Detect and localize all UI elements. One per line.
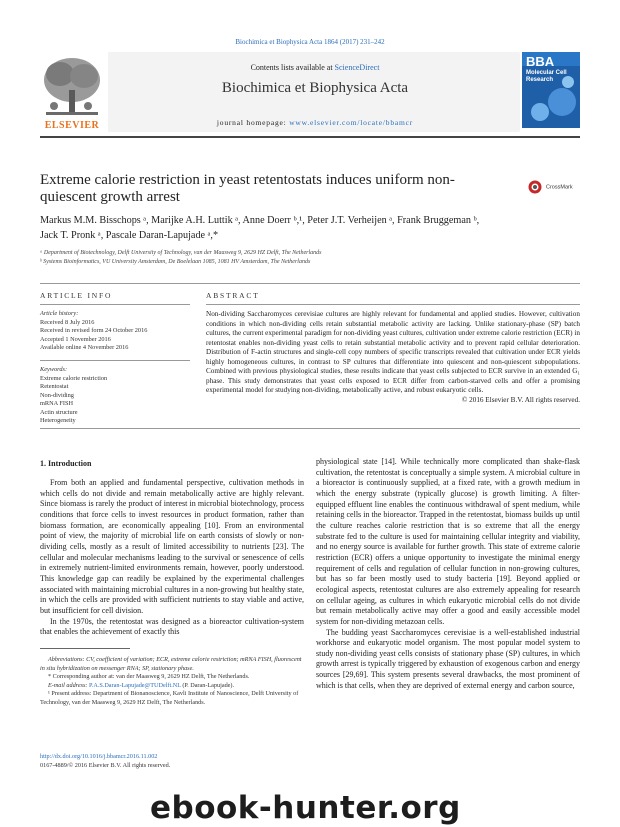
affiliation-a: ᵃ Department of Biotechnology, Delft University of Technology, van der Maasweg 9, 2629 HZ Delft, The Netherlands [40,250,322,256]
footnote-rule [40,648,130,649]
elsevier-logo [36,52,108,134]
abstract-text: Non-dividing Saccharomyces cerevisiae cultures are highly relevant for fundamental and applied studies. However, cultivation conditions in which non-dividing cells retain substantial metabolic activity are lacking. Unlike stationary-phase (SP) batch cultures, the current experimental paradigm for non-dividing yeast cultures, cultivation under extreme calorie restriction (ECR) in retentostat enables non-dividing yeast cells to retain substantial metabolic activity and to prevent rapid cellular deterioration. Distribution of F-actin structures and single-cell copy numbers of specific transcripts revealed that cultivation under ECR yields highly homogeneous cultures, in contrast to SP cultures that differentiate into quiescent and non-quiescent subpopulations. Combined with previous physiological studies, these results indicate that yeast cells subjected to ECR survive in an extended G₁ phase. This study demonstrates that yeast cells exposed to ECR differ from carbon-starved cells and offer a promising experimental model for studying non-dividing, metabolically active, and robust eukaryotic cells. [206,310,580,394]
keyword-item: Actin structure [40,408,78,416]
contents-prefix: Contents lists available at [250,63,335,72]
email-suffix: (P. Daran-Lapujade). [180,681,235,689]
right-column [316,457,580,691]
footnotes [40,656,304,708]
crossmark-icon [528,180,542,194]
section-heading: 1. Introduction [40,459,92,468]
journal-reference[interactable]: Biochimica et Biophysica Acta 1864 (2017) 231–242 [235,38,385,46]
abstract-rule [206,304,580,305]
author-list [40,213,580,243]
journal-cover-image [522,52,580,128]
history-item: Available online 4 November 2016 [40,344,129,351]
footnote-abbreviations: Abbreviations: CV, coefficient of variation; ECR, extreme calorie restriction; mRNA FISH, fluorescent in situ hybridization on messenger RNA; SP, stationary phase. [40,656,302,672]
footnote-corresponding: * Corresponding author at: van der Maasweg 9, 2629 HZ Delft, The Netherlands. [48,673,250,681]
keyword-item: mRNA FISH [40,400,74,407]
email-prefix: E-mail address: [48,681,90,689]
body-paragraph: The budding yeast Saccharomyces cerevisiae is a well-established industrial workhorse and eukaryotic model organism. The most popular model system to study non-dividing yeast cells consists of stationary phase (SP) cultures, in which growth arrest is typically triggered by exhaustion of exogenous carbon and energy sources [29,69]. This system presents several drawbacks, the most prominent of which is that cells, when they are deprived of external energy and carbon source, [316,627,580,690]
abstract-copyright: © 2016 Elsevier B.V. All rights reserved. [461,395,580,404]
article-title: Extreme calorie restriction in yeast retentostats induces uniform non-quiescent growth arrest [40,172,455,205]
keywords [40,366,190,426]
abstract-body [206,310,580,405]
body-paragraph: physiological state [14]. While technically more complicated than shake-flask cultivation, the retentostat is conceptually a simple system. A microbial culture in a bioreactor is continuously supplied, at a fixed rate, with a growth medium in which the energy substrate (typically glucose) is growth limiting. A filter-equipped effluent line enables the continuous withdrawal of spent medium, while retaining cells in the bioreactor. Trapped in the retentostat, biomass builds up until the culture reaches calorie restriction that is so extreme that all the energy substrate fed to the culture is used for maintaining cellular integrity and viability, and no energy source is available for further growth. This state of extreme calorie restriction (ECR) offers a unique opportunity to investigate the minimal energy requirement of cells and regulation of cellular function in non-growing cultures, but has so far been mostly used to study bacteria [19]. Beyond applied or ecological aspects, retentostat cultures are also extremely appealing for research on cellular ageing, as cultures in which eukaryotic microbial cells do not divide but remain metabolically active may offer a good and easily accessible model system for non-dividing metazoan cells. [316,457,580,626]
cover-subtitle-line2: Research [526,77,554,83]
article-info-rule [40,304,190,305]
affiliation-b: ᵇ Systems Bioinformatics, VU University Amsterdam, De Boelelaan 1085, 1081 HV Amsterdam, The Netherlands [40,259,311,265]
body-paragraph: In the 1970s, the retentostat was designed as a bioreactor cultivation-system that enables the achievement of exactly this [40,616,304,637]
history-item: Received in revised form 24 October 2016 [40,327,148,334]
history-item: Received 8 July 2016 [40,318,95,326]
authors-line-2: Jack T. Pronk ᵃ, Pascale Daran-Lapujade ᵃ,* [40,230,219,241]
history-item: Accepted 1 November 2016 [40,335,111,343]
homepage-prefix: journal homepage: [216,118,290,127]
doi-link[interactable]: http://dx.doi.org/10.1016/j.bbamcr.2016.11.002 [40,753,158,760]
header-rule [40,136,580,138]
keyword-item: Non-dividing [40,391,74,399]
elsevier-wordmark: ELSEVIER [44,120,100,131]
doi-block [40,753,170,770]
keywords-label: Keywords: [40,366,68,373]
abstract-label: ABSTRACT [206,291,260,300]
keywords-rule [40,360,190,361]
sciencedirect-link[interactable]: ScienceDirect [334,63,380,72]
cover-subtitle-line1: Molecular Cell [526,70,567,76]
contents-line [110,63,520,72]
keyword-item: Retentostat [40,383,69,390]
left-column [40,478,304,638]
footnote-present-address: ¹ Present address: Department of Bionanoscience, Kavli Institute of Nanoscience, Delft University of Technology, van der Maasweg 9, 2629 HZ Delft, The Netherlands. [40,690,299,706]
cover-subtitle [526,70,567,84]
email-link[interactable]: P.A.S.Daran-Lapujade@TUDelft.NL [89,681,181,689]
journal-title: Biochimica et Biophysica Acta [221,80,409,96]
article-history [40,310,190,353]
watermark-text: ebook-hunter.org [150,790,461,826]
authors-line-1: Markus M.M. Bisschops ᵃ, Marijke A.H. Luttik ᵃ, Anne Doerr ᵇ,¹, Peter J.T. Verheijen ᵃ, Frank Bruggeman ᵇ, [40,215,480,226]
homepage-link[interactable]: www.elsevier.com/locate/bbamcr [289,118,414,127]
history-label: Article history: [40,310,79,317]
abstract-bottom-rule [40,428,580,429]
article-info-label: ARTICLE INFO [40,291,113,300]
crossmark-badge[interactable] [528,178,573,196]
cover-title: BBA [526,54,555,69]
issn-line: 0167-4889/© 2016 Elsevier B.V. All rights reserved. [40,761,171,769]
journal-homepage [110,118,520,127]
keyword-item: Heterogeneity [40,417,76,424]
affiliation-rule [40,283,580,284]
footnote-email [40,682,304,691]
crossmark-label: CrossMark [546,184,573,191]
keyword-item: Extreme calorie restriction [40,374,108,382]
body-paragraph: From both an applied and fundamental perspective, cultivation methods in which cells do not divide and remain metabolically active are highly relevant. Since biomass is rarely the product of interest in microbial biotechnology, process conditions that force cells to invest resources in product formation, rather than biomass formation, are economically appealing [10]. From an environmental point of view, the majority of microbial life on earth consists of slowly or non-dividing cells, mostly as a result of limited accessibility to nutrients [23]. The cellular and molecular mechanisms leading to the survival or senescence of cells in extremely nutrient-limited environments remain, however, poorly understood. This knowledge gap can readily be explained by the experimental challenges associated with maintaining microbial cultures in a non-growing but healthy state, in which the cells are provided with sufficient nutrients to stay viable and active, but insufficient for cell division. [40,478,304,615]
